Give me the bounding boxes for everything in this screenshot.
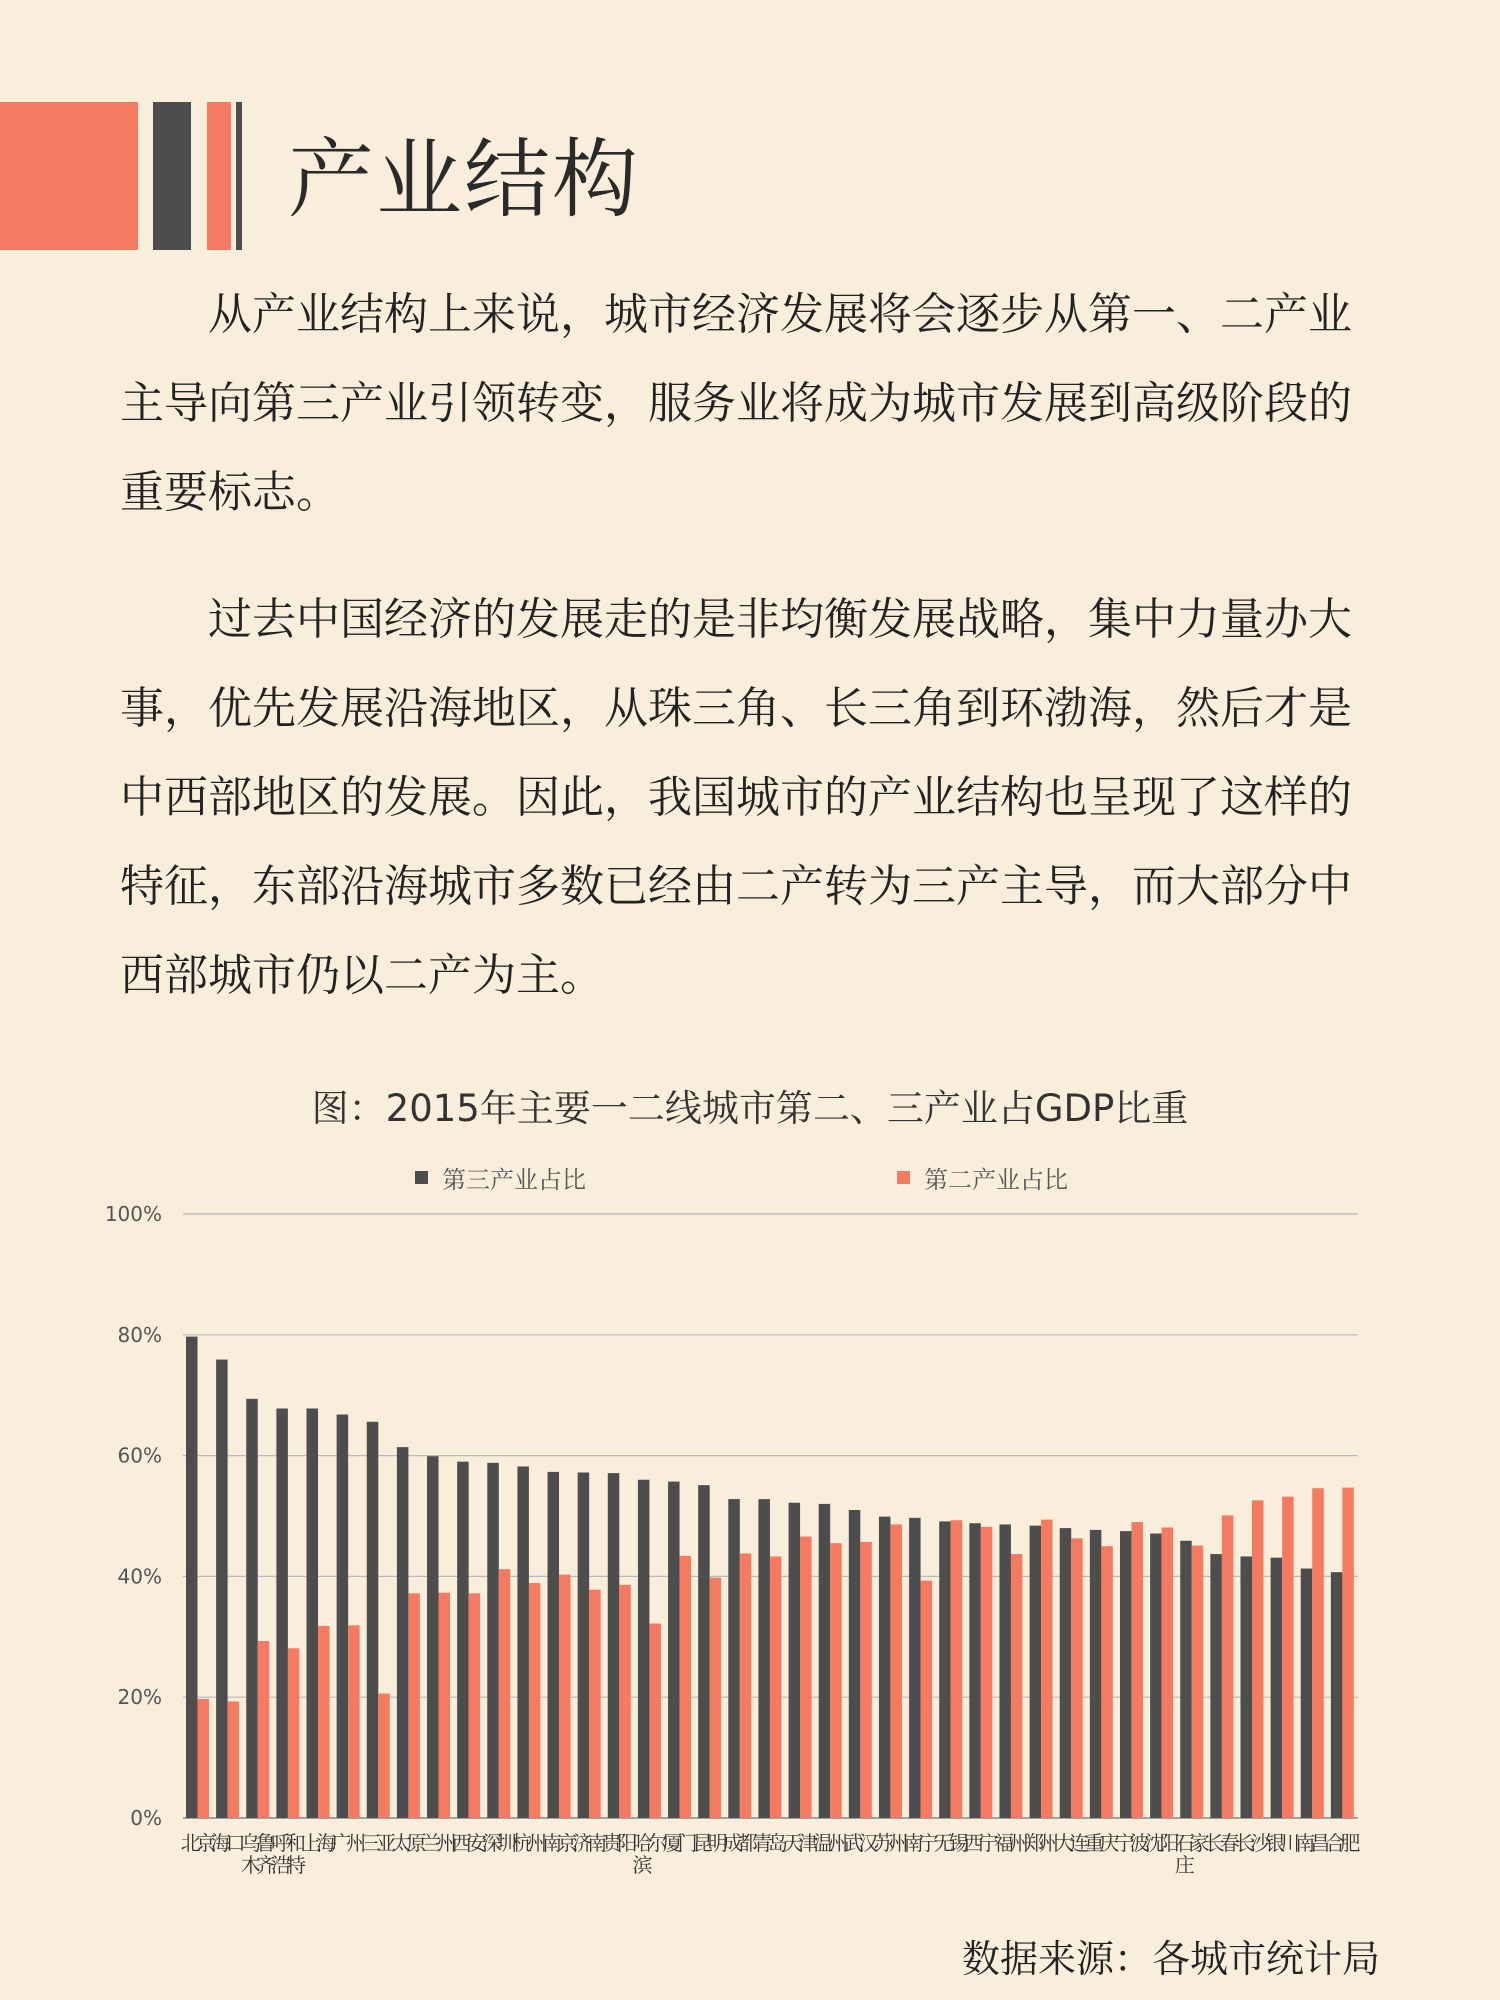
x-tick-label: 南 [542,1831,563,1855]
y-tick-label: 80% [117,1322,162,1347]
x-tick-label: 庆 [1099,1831,1120,1855]
x-tick-label: 昆 [692,1831,713,1855]
bar-secondary [469,1593,481,1818]
x-tick-label: 亚 [376,1831,397,1855]
x-tick-label: 南 [903,1831,924,1855]
bar-tertiary [698,1485,710,1818]
bar-secondary [1252,1500,1264,1818]
bar-secondary [710,1578,722,1818]
bar-secondary [740,1553,752,1818]
y-tick-label: 20% [117,1685,162,1710]
x-tick-label: 厦 [662,1831,683,1855]
x-tick-label: 天 [783,1831,804,1855]
x-tick-label: 宁 [978,1831,999,1855]
x-tick-label: 乌 [240,1831,261,1855]
x-tick-label: 阳 [617,1831,638,1855]
x-tick-label: 波 [1129,1831,1150,1855]
data-source: 数据来源：各城市统计局 [961,1937,1380,1981]
x-tick-label: 鲁 [255,1831,276,1855]
decor-bar [0,102,138,250]
bar-secondary [1131,1522,1143,1818]
bar-secondary [1101,1546,1113,1818]
bar-secondary [860,1542,872,1818]
bar-secondary [800,1537,812,1818]
x-tick-label: 上 [301,1831,322,1855]
bar-secondary [1192,1546,1204,1818]
legend-swatch-secondary [897,1171,910,1184]
bar-secondary [830,1543,842,1818]
x-tick-label: 北 [180,1831,201,1855]
x-tick-label: 济 [572,1831,593,1855]
bar-secondary [198,1699,210,1818]
x-tick-label: 成 [722,1831,743,1855]
bar-tertiary [1240,1556,1252,1818]
x-tick-label: 肥 [1340,1831,1361,1855]
paragraph-2: 过去中国经济的发展走的是非均衡发展战略，集中力量办大事，优先发展沿海地区，从珠三角、长三角到环渤海，然后才是中西部地区的发展。因此，我国城市的产业结构也呈现了这样的特征，东部沿海城市多数已经由二产转为三产主导，而大部分中西部城市仍以二产为主。 [120,594,1352,1001]
bar-tertiary [367,1422,379,1818]
x-tick-label: 银 [1265,1831,1286,1855]
x-tick-label: 温 [813,1831,834,1855]
decor-bar [153,102,191,250]
bar-tertiary [1030,1526,1042,1818]
bar-tertiary [1090,1530,1102,1818]
bar-secondary [589,1590,601,1818]
x-tick-label: 滨 [632,1853,653,1877]
bar-tertiary [457,1462,469,1818]
x-tick-label: 连 [1069,1831,1090,1855]
bar-secondary [228,1701,240,1818]
x-tick-label: 深 [481,1831,502,1855]
x-tick-label: 青 [753,1831,773,1855]
bar-secondary [1041,1520,1053,1818]
x-tick-label: 郑 [1024,1831,1045,1855]
x-tick-label: 呼 [270,1831,291,1855]
x-tick-label: 和 [285,1831,306,1855]
legend-swatch-tertiary [415,1171,428,1184]
x-tick-label: 州 [1039,1831,1060,1855]
x-tick-label: 汉 [858,1831,879,1855]
x-tick-label: 长 [1235,1831,1256,1855]
bar-tertiary [397,1447,409,1818]
x-tick-label: 州 [1009,1831,1030,1855]
x-tick-label: 门 [677,1831,698,1855]
bar-secondary [378,1694,390,1818]
x-tick-label: 京 [195,1831,216,1855]
bar-secondary [499,1569,511,1818]
x-tick-label: 西 [963,1831,984,1855]
bar-secondary [1011,1554,1023,1818]
x-tick-label: 庄 [1174,1853,1195,1877]
x-tick-label: 南 [1295,1831,1316,1855]
bar-secondary [1162,1527,1174,1818]
x-tick-label: 州 [828,1831,849,1855]
y-tick-label: 60% [117,1443,162,1468]
bar-tertiary [1120,1531,1132,1818]
x-tick-label: 兰 [421,1831,442,1855]
bar-secondary [649,1624,661,1818]
section-header [0,102,1500,250]
x-tick-label: 重 [1084,1831,1105,1855]
paragraph-1: 从产业结构上来说，城市经济发展将会逐步从第一、二产业主导向第三产业引领转变，服务业将成为城市发展到高级阶段的重要标志。 [120,289,1352,518]
x-tick-label: 川 [1280,1831,1301,1855]
x-tick-label: 宁 [1114,1831,1135,1855]
bar-secondary [951,1520,963,1818]
x-tick-label: 合 [1325,1831,1346,1855]
x-tick-label: 阳 [1159,1831,1180,1855]
bar-tertiary [939,1521,951,1818]
x-tick-label: 长 [1204,1831,1225,1855]
bar-tertiary [668,1482,680,1818]
bar-tertiary [1271,1558,1283,1818]
chart-title: 图：2015年主要一二线城市第二、三产业占GDP比重 [311,1087,1189,1130]
bar-tertiary [879,1517,891,1818]
bar-secondary [981,1527,993,1818]
bar-tertiary [819,1504,831,1818]
bar-tertiary [186,1337,198,1818]
bar-secondary [408,1593,420,1818]
bar-secondary [1312,1488,1324,1818]
x-tick-label: 木 [240,1853,261,1877]
x-tick-label: 西 [451,1831,472,1855]
bar-tertiary [728,1499,740,1818]
bar-secondary [619,1585,631,1818]
x-tick-label: 大 [1054,1831,1075,1855]
bar-tertiary [849,1510,861,1818]
bar-tertiary [789,1503,801,1818]
x-tick-label: 都 [737,1831,758,1855]
bar-tertiary [487,1463,499,1818]
bar-secondary [559,1575,571,1818]
bar-tertiary [1331,1572,1343,1818]
bar-chart [0,1190,1500,1930]
x-tick-label: 口 [225,1831,246,1855]
bar-tertiary [246,1399,258,1818]
page-title: 产业结构 [288,130,640,230]
x-tick-label: 太 [391,1831,412,1855]
bar-tertiary [909,1518,921,1818]
bar-secondary [680,1556,692,1818]
bar-tertiary [307,1408,319,1818]
bar-secondary [258,1641,270,1818]
x-tick-label: 武 [843,1831,864,1855]
legend-label-secondary: 第二产业占比 [924,1166,1068,1194]
bar-tertiary [1150,1534,1162,1818]
x-tick-label: 昌 [1310,1831,1331,1855]
bar-tertiary [548,1472,560,1818]
x-tick-label: 贵 [602,1831,623,1855]
bar-tertiary [758,1499,770,1818]
bar-tertiary [969,1523,981,1818]
x-tick-label: 锡 [948,1831,969,1855]
x-tick-label: 特 [285,1853,306,1877]
x-tick-label: 安 [466,1831,487,1855]
x-tick-label: 宁 [918,1831,939,1855]
x-tick-label: 海 [316,1831,337,1855]
x-tick-label: 津 [798,1831,819,1855]
bar-secondary [1222,1515,1234,1818]
y-tick-label: 0% [130,1806,162,1830]
x-tick-label: 三 [361,1831,382,1855]
bar-tertiary [216,1360,228,1818]
y-tick-label: 40% [117,1564,162,1589]
bar-secondary [1282,1497,1294,1818]
x-tick-label: 沈 [1144,1831,1165,1855]
x-tick-label: 苏 [873,1831,894,1855]
bar-tertiary [578,1473,590,1818]
bar-tertiary [1180,1541,1192,1818]
x-tick-label: 州 [526,1831,547,1855]
bar-secondary [288,1648,300,1818]
bar-tertiary [608,1473,620,1818]
x-tick-label: 齐 [255,1853,276,1877]
bar-secondary [318,1626,330,1818]
x-tick-label: 州 [436,1831,457,1855]
decor-bar [236,102,242,250]
x-tick-label: 京 [557,1831,578,1855]
x-tick-label: 南 [587,1831,608,1855]
bar-secondary [529,1583,541,1818]
bar-secondary [348,1625,360,1818]
bar-secondary [921,1581,933,1818]
x-tick-label: 岛 [768,1831,788,1855]
bar-tertiary [1210,1554,1222,1818]
x-tick-label: 石 [1174,1831,1195,1855]
x-tick-label: 春 [1219,1831,1240,1855]
x-tick-label: 无 [933,1831,954,1855]
legend-label-tertiary: 第三产业占比 [442,1166,586,1194]
bar-secondary [890,1524,902,1818]
x-tick-label: 哈 [632,1831,653,1855]
x-tick-label: 州 [888,1831,909,1855]
x-tick-label: 尔 [647,1831,668,1855]
x-tick-label: 海 [210,1831,231,1855]
bar-tertiary [276,1408,288,1818]
bar-tertiary [1301,1569,1313,1818]
x-tick-label: 浩 [270,1853,291,1877]
x-tick-label: 明 [707,1831,728,1855]
x-tick-label: 州 [346,1831,367,1855]
bar-secondary [1071,1538,1083,1818]
bar-tertiary [638,1480,650,1818]
x-tick-label: 杭 [511,1831,532,1855]
bar-secondary [770,1556,782,1818]
bar-tertiary [337,1415,349,1818]
x-tick-label: 沙 [1250,1831,1271,1855]
bar-tertiary [1060,1528,1072,1818]
x-tick-label: 广 [331,1831,352,1855]
x-tick-label: 圳 [496,1831,517,1855]
bar-tertiary [517,1466,529,1818]
y-tick-label: 100% [104,1202,162,1226]
bar-tertiary [999,1524,1011,1818]
bar-secondary [1342,1488,1354,1818]
x-tick-label: 福 [994,1831,1015,1855]
decor-bar [207,102,231,250]
bar-tertiary [427,1456,439,1818]
bar-secondary [439,1593,451,1818]
x-tick-label: 家 [1189,1831,1210,1855]
x-tick-label: 原 [406,1831,427,1855]
